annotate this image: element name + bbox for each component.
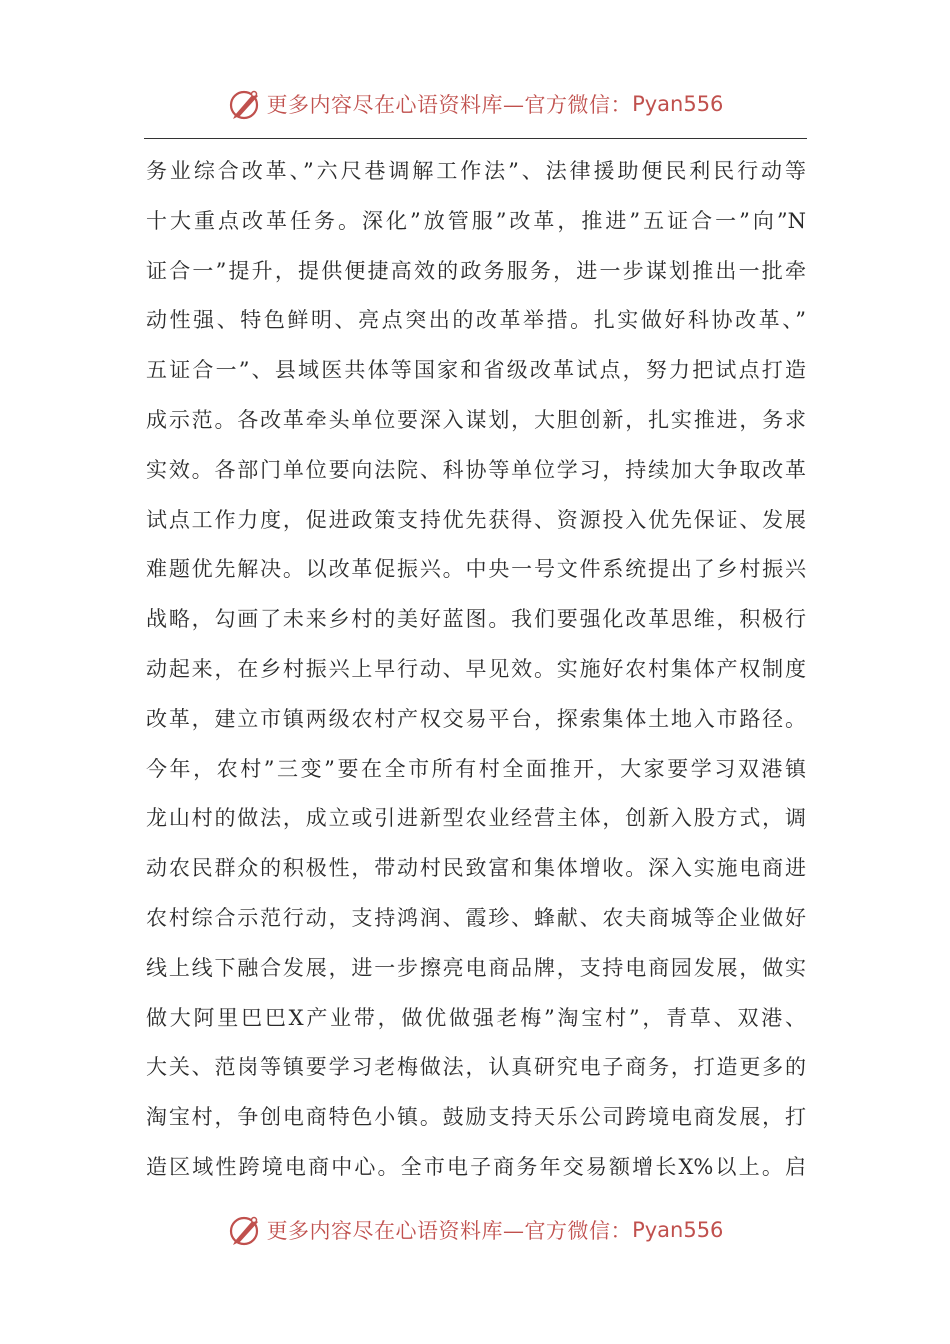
header-banner <box>0 84 950 124</box>
text-line: 造区域性跨境电商中心。全市电子商务年交易额增长X%以上。启 <box>146 1154 806 1179</box>
text-line: 今年，农村”三变”要在全市所有村全面推开，大家要学习双港镇 <box>146 756 806 781</box>
text-line: 农村综合示范行动，支持鸿润、霞珍、蜂献、农夫商城等企业做好 <box>146 905 806 930</box>
header-banner-text: 更多内容尽在心语资料库—官方微信： <box>266 93 633 117</box>
text-line: 十大重点改革任务。深化”放管服”改革，推进”五证合一”向”N <box>146 208 806 233</box>
pen-logo-icon <box>227 1212 263 1248</box>
text-line: 大关、范岗等镇要学习老梅做法，认真研究电子商务，打造更多的 <box>146 1055 806 1080</box>
text-line: 证合一”提升，提供便捷高效的政务服务，进一步谋划推出一批牵 <box>146 258 806 283</box>
text-line: 战略，勾画了未来乡村的美好蓝图。我们要强化改革思维，积极行 <box>146 607 806 632</box>
header-divider <box>144 138 807 139</box>
document-body <box>146 147 806 1193</box>
text-line: 动性强、特色鲜明、亮点突出的改革举措。扎实做好科协改革、” <box>146 308 806 333</box>
text-line: 实效。各部门单位要向法院、科协等单位学习，持续加大争取改革 <box>146 457 806 482</box>
text-line: 动起来，在乡村振兴上早行动、早见效。实施好农村集体产权制度 <box>146 656 806 681</box>
header-banner-handle: Pyan556 <box>632 92 724 116</box>
text-line: 线上线下融合发展，进一步擦亮电商品牌，支持电商园发展，做实 <box>146 955 806 980</box>
text-line: 成示范。各改革牵头单位要深入谋划，大胆创新，扎实推进，务求 <box>146 407 806 432</box>
text-line: 务业综合改革、”六尺巷调解工作法”、法律援助便民利民行动等 <box>146 159 806 183</box>
text-line: 做大阿里巴巴X产业带，做优做强老梅”淘宝村”，青草、双港、 <box>146 1005 806 1030</box>
text-line: 难题优先解决。以改革促振兴。中央一号文件系统提出了乡村振兴 <box>146 557 806 582</box>
text-line: 五证合一”、县域医共体等国家和省级改革试点，努力把试点打造 <box>146 358 806 383</box>
footer-banner <box>0 1210 950 1250</box>
footer-banner-handle: Pyan556 <box>632 1218 724 1242</box>
text-line: 龙山村的做法，成立或引进新型农业经营主体，创新入股方式，调 <box>146 806 806 831</box>
text-line: 改革，建立市镇两级农村产权交易平台，探索集体土地入市路径。 <box>146 706 806 731</box>
text-line: 试点工作力度，促进政策支持优先获得、资源投入优先保证、发展 <box>146 507 806 532</box>
footer-banner-text: 更多内容尽在心语资料库—官方微信： <box>266 1219 633 1243</box>
pen-logo-icon <box>227 86 263 122</box>
text-line: 动农民群众的积极性，带动村民致富和集体增收。深入实施电商进 <box>146 856 806 881</box>
text-line: 淘宝村，争创电商特色小镇。鼓励支持天乐公司跨境电商发展，打 <box>146 1105 806 1130</box>
